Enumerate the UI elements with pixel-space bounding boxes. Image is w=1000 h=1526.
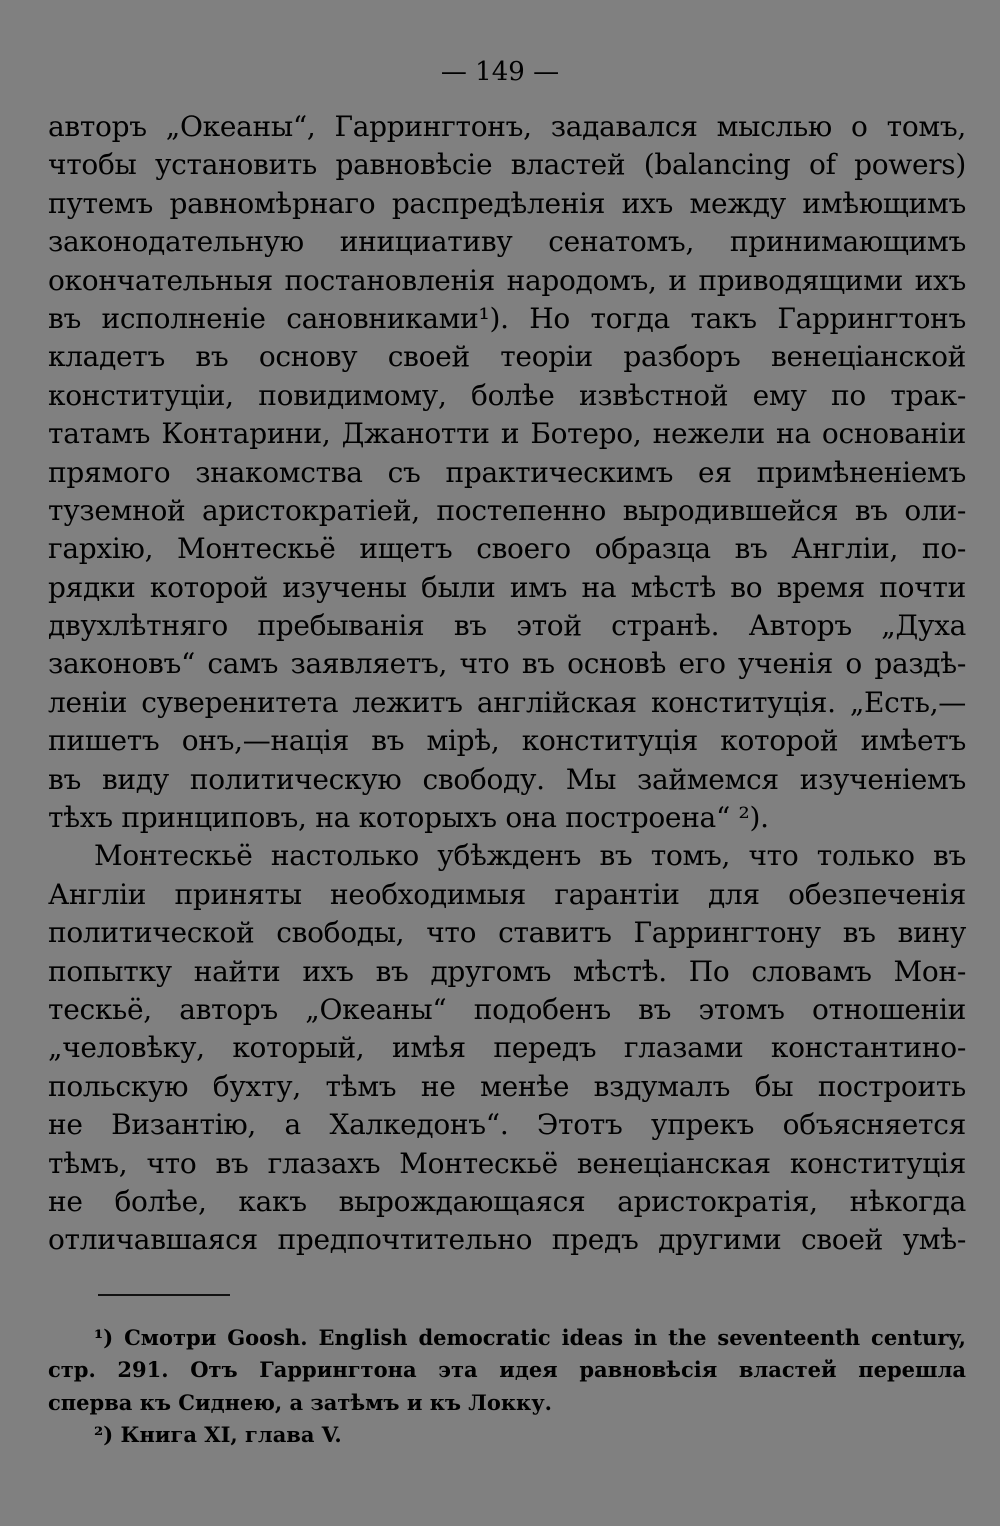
text-line: кладетъ въ основу своей теоріи разборъ венеціанской xyxy=(48,340,966,374)
page-number: — 149 — xyxy=(440,57,560,87)
footnote-line: ¹) Смотри Goosh. English democratic ideas in the seventeenth century, xyxy=(94,1325,966,1350)
text-line: въ виду политическую свободу. Мы займемся изученіемъ xyxy=(48,762,966,796)
text-line: польскую бухту, тѣмъ не менѣе вздумалъ бы построить xyxy=(48,1069,966,1103)
text-line: прямого знакомства съ практическимъ ея примѣненіемъ xyxy=(48,455,966,489)
text-line: окончательныя постановленія народомъ, и приводящими ихъ xyxy=(48,263,966,297)
text-line: тѣхъ принциповъ, на которыхъ она построена“ ²). xyxy=(48,801,769,835)
text-line: тескьё, авторъ „Океаны“ подобенъ въ этомъ отношеніи xyxy=(48,992,966,1026)
text-line: законодательную инициативу сенатомъ, принимающимъ xyxy=(48,225,966,259)
text-line: тѣмъ, что въ глазахъ Монтескьё венеціанская конституція xyxy=(48,1146,966,1180)
text-line: авторъ „Океаны“, Гаррингтонъ, задавался мыслью о томъ, xyxy=(48,110,966,143)
text-line: законовъ“ самъ заявляетъ, что въ основѣ его ученія о раздѣ- xyxy=(48,647,966,681)
footnote-divider xyxy=(98,1294,230,1296)
text-line: рядки которой изучены были имъ на мѣстѣ во время почти xyxy=(48,570,966,604)
body-text xyxy=(48,108,966,1260)
text-line: леніи суверенитета лежитъ англійская конституція. „Есть,— xyxy=(48,685,966,719)
text-line: попытку найти ихъ въ другомъ мѣстѣ. По словамъ Мон- xyxy=(48,954,966,988)
text-line: конституціи, повидимому, болѣе извѣстной ему по трак- xyxy=(48,378,966,412)
text-line: Монтескьё настолько убѣжденъ въ томъ, что только въ xyxy=(94,839,966,873)
text-line: не болѣе, какъ вырождающаяся аристократія, нѣкогда xyxy=(48,1184,966,1218)
text-line: Англіи приняты необходимыя гарантіи для обезпеченія xyxy=(48,877,966,911)
text-line: чтобы установить равновѣсіе властей (balancing of powers) xyxy=(48,148,966,182)
text-line: въ исполненіе сановниками¹). Но тогда такъ Гаррингтонъ xyxy=(48,301,966,335)
text-line: двухлѣтняго пребыванія въ этой странѣ. Авторъ „Духа xyxy=(48,609,966,643)
text-line: не Византію, а Халкедонъ“. Этотъ упрекъ объясняется xyxy=(48,1108,966,1142)
text-line: гархію, Монтескьё ищетъ своего образца въ Англіи, по- xyxy=(48,532,966,566)
footnote-line: стр. 291. Отъ Гаррингтона эта идея равновѣсія властей перешла xyxy=(48,1357,966,1383)
text-line: путемъ равномѣрнаго распредѣленія ихъ между имѣющимъ xyxy=(48,186,966,220)
text-line: пишетъ онъ,—нація въ мірѣ, конституція которой имѣетъ xyxy=(48,724,966,758)
text-line: отличавшаяся предпочтительно предъ другими своей умѣ- xyxy=(48,1223,966,1257)
text-line: татамъ Контарини, Джанотти и Ботеро, нежели на основаніи xyxy=(48,417,966,451)
text-line: „человѣку, который, имѣя передъ глазами константино- xyxy=(48,1031,966,1065)
footnote-line: ²) Книга XI, глава V. xyxy=(94,1422,342,1448)
text-line: политической свободы, что ставитъ Гаррингтону въ вину xyxy=(48,916,966,950)
text-line: туземной аристократіей, постепенно выродившейся въ оли- xyxy=(48,493,966,527)
footnote-line: сперва къ Сиднею, а затѣмъ и къ Локку. xyxy=(48,1389,552,1415)
footnotes xyxy=(48,1322,966,1452)
